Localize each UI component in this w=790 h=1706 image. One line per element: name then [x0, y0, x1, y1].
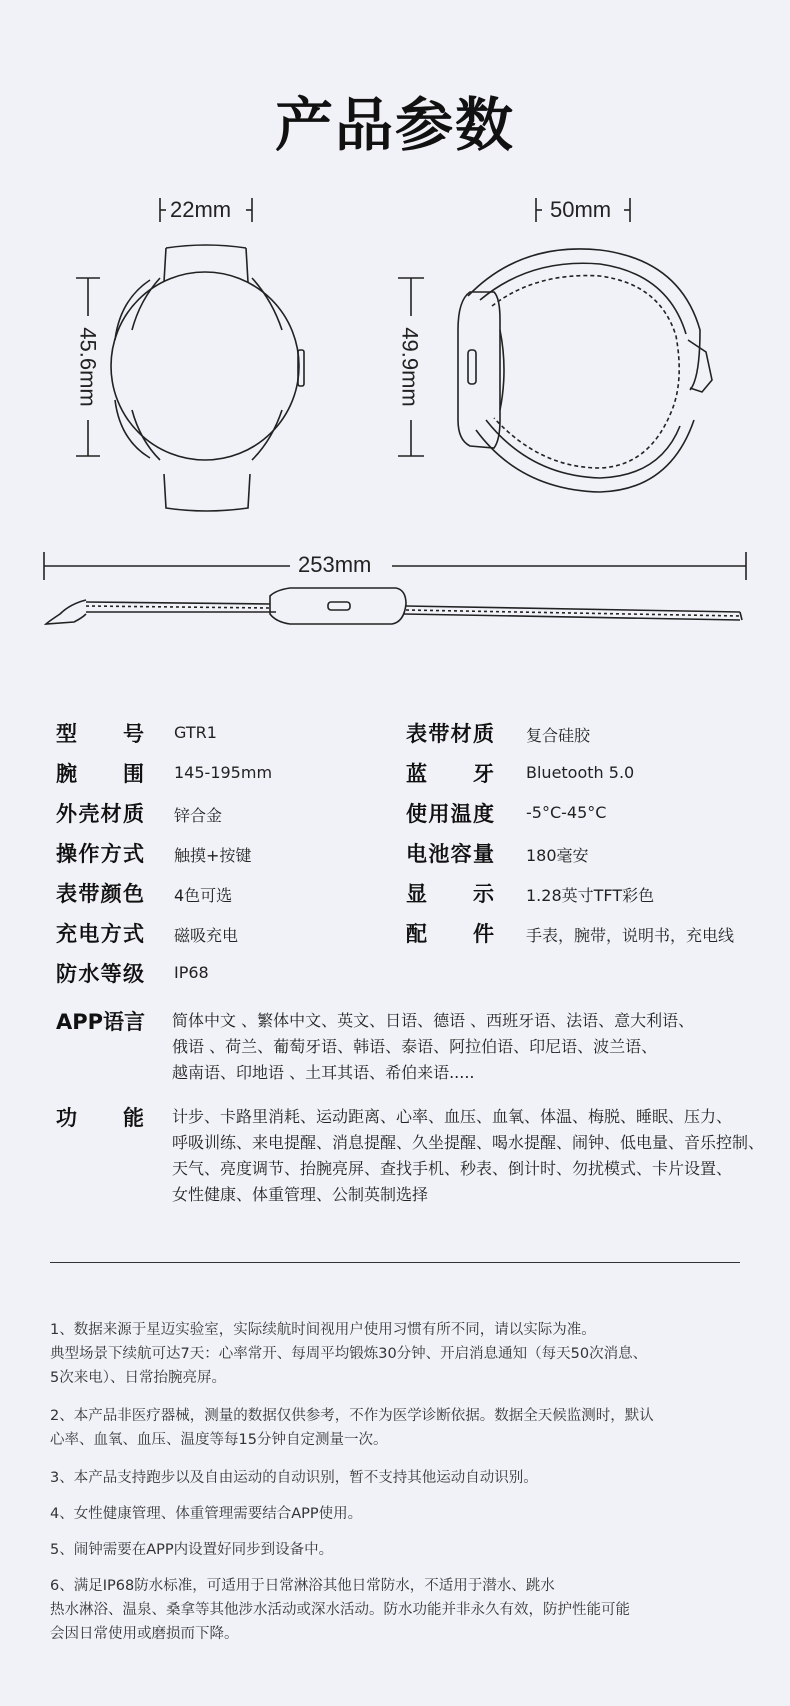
height-label-front: 45.6mm [75, 327, 101, 407]
note-line: 心率、血氧、血压、温度等每15分钟自定测量一次。 [50, 1432, 388, 1448]
note-line: 6、满足IP68防水标准，可适用于日常淋浴其他日常防水，不适用于潜水、跳水 [50, 1578, 555, 1594]
app-language-line: 简体中文 、繁体中文、英文、日语、德语 、西班牙语、法语、意大利语、 [172, 1011, 695, 1030]
watch-diagram [0, 0, 790, 640]
spec-label: 腕围 [56, 762, 144, 786]
length-label: 253mm [298, 552, 372, 577]
spec-value: 锌合金 [174, 806, 223, 825]
note-line: 3、本产品支持跑步以及自由运动的自动识别，暂不支持其他运动自动识别。 [50, 1470, 538, 1486]
width-label-front: 22mm [170, 197, 232, 222]
spec-label: 表带颜色 [56, 882, 144, 906]
functions-value [172, 1104, 764, 1208]
spec-label: 操作方式 [56, 842, 144, 866]
spec-label: 蓝牙 [406, 762, 494, 786]
spec-value: Bluetooth 5.0 [526, 763, 635, 782]
spec-label: 表带材质 [406, 722, 494, 746]
note-line: 热水淋浴、温泉、桑拿等其他涉水活动或深水活动。防水功能并非永久有效，防护性能可能 [50, 1602, 630, 1618]
spec-value: -5°C-45°C [526, 803, 607, 822]
spec-value: 180毫安 [526, 846, 589, 865]
width-label-side: 50mm [550, 197, 612, 222]
spec-label: 外壳材质 [56, 802, 144, 826]
spec-value: 触摸+按键 [174, 846, 252, 865]
note-4 [50, 1502, 362, 1526]
app-language-line: 越南语、印地语 、土耳其语、希伯来语..... [172, 1063, 475, 1082]
note-6 [50, 1574, 630, 1646]
height-label-side: 49.9mm [397, 327, 423, 407]
spec-label: 防水等级 [56, 962, 144, 986]
note-line: 5次来电）、日常抬腕亮屏。 [50, 1370, 226, 1386]
functions-line: 计步、卡路里消耗、运动距离、心率、血压、血氧、体温、梅脱、睡眠、压力、 [172, 1107, 733, 1126]
note-1 [50, 1318, 647, 1390]
spec-label: 型号 [56, 722, 144, 746]
note-2 [50, 1404, 654, 1452]
divider [50, 1262, 740, 1263]
spec-label: 电池容量 [406, 842, 494, 866]
spec-value: GTR1 [174, 723, 217, 742]
spec-value: 复合硅胶 [526, 726, 591, 745]
spec-label: 充电方式 [56, 922, 144, 946]
app-language-value [172, 1008, 694, 1086]
spec-label: 配件 [406, 922, 494, 946]
functions-label: 功能 [56, 1106, 144, 1130]
spec-value: 手表，腕带，说明书，充电线 [526, 926, 735, 945]
functions-line: 天气、亮度调节、抬腕亮屏、查找手机、秒表、倒计时、勿扰模式、卡片设置、 [172, 1159, 733, 1178]
note-5 [50, 1538, 333, 1562]
spec-value: 4色可选 [174, 886, 233, 905]
note-3 [50, 1466, 538, 1490]
spec-value: 145-195mm [174, 763, 273, 782]
app-language-line: 俄语 、荷兰、葡萄牙语、韩语、泰语、阿拉伯语、印尼语、波兰语、 [172, 1037, 658, 1056]
app-language-label: APP语言 [56, 1010, 146, 1034]
functions-line: 呼吸训练、来电提醒、消息提醒、久坐提醒、喝水提醒、闹钟、低电量、音乐控制、 [172, 1133, 765, 1152]
page-title: 产品参数 [274, 91, 515, 159]
note-line: 2、本产品非医疗器械，测量的数据仅供参考，不作为医学诊断依据。数据全天候监测时，默认 [50, 1408, 654, 1424]
note-line: 4、女性健康管理、体重管理需要结合APP使用。 [50, 1506, 363, 1522]
note-line: 5、闹钟需要在APP内设置好同步到设备中。 [50, 1542, 334, 1558]
functions-line: 女性健康、体重管理、公制英制选择 [172, 1185, 429, 1204]
spec-label: 显示 [406, 882, 494, 906]
note-line: 1、数据来源于星迈实验室，实际续航时间视用户使用习惯有所不同，请以实际为准。 [50, 1322, 596, 1338]
spec-label: 使用温度 [406, 802, 494, 826]
note-line: 典型场景下续航可达7天：心率常开、每周平均锻炼30分钟、开启消息通知（每天50次消息、 [50, 1346, 648, 1362]
spec-value: 1.28英寸TFT彩色 [526, 886, 655, 905]
spec-value: 磁吸充电 [174, 926, 239, 945]
spec-value: IP68 [174, 963, 209, 982]
note-line: 会因日常使用或磨损而下降。 [50, 1626, 239, 1642]
